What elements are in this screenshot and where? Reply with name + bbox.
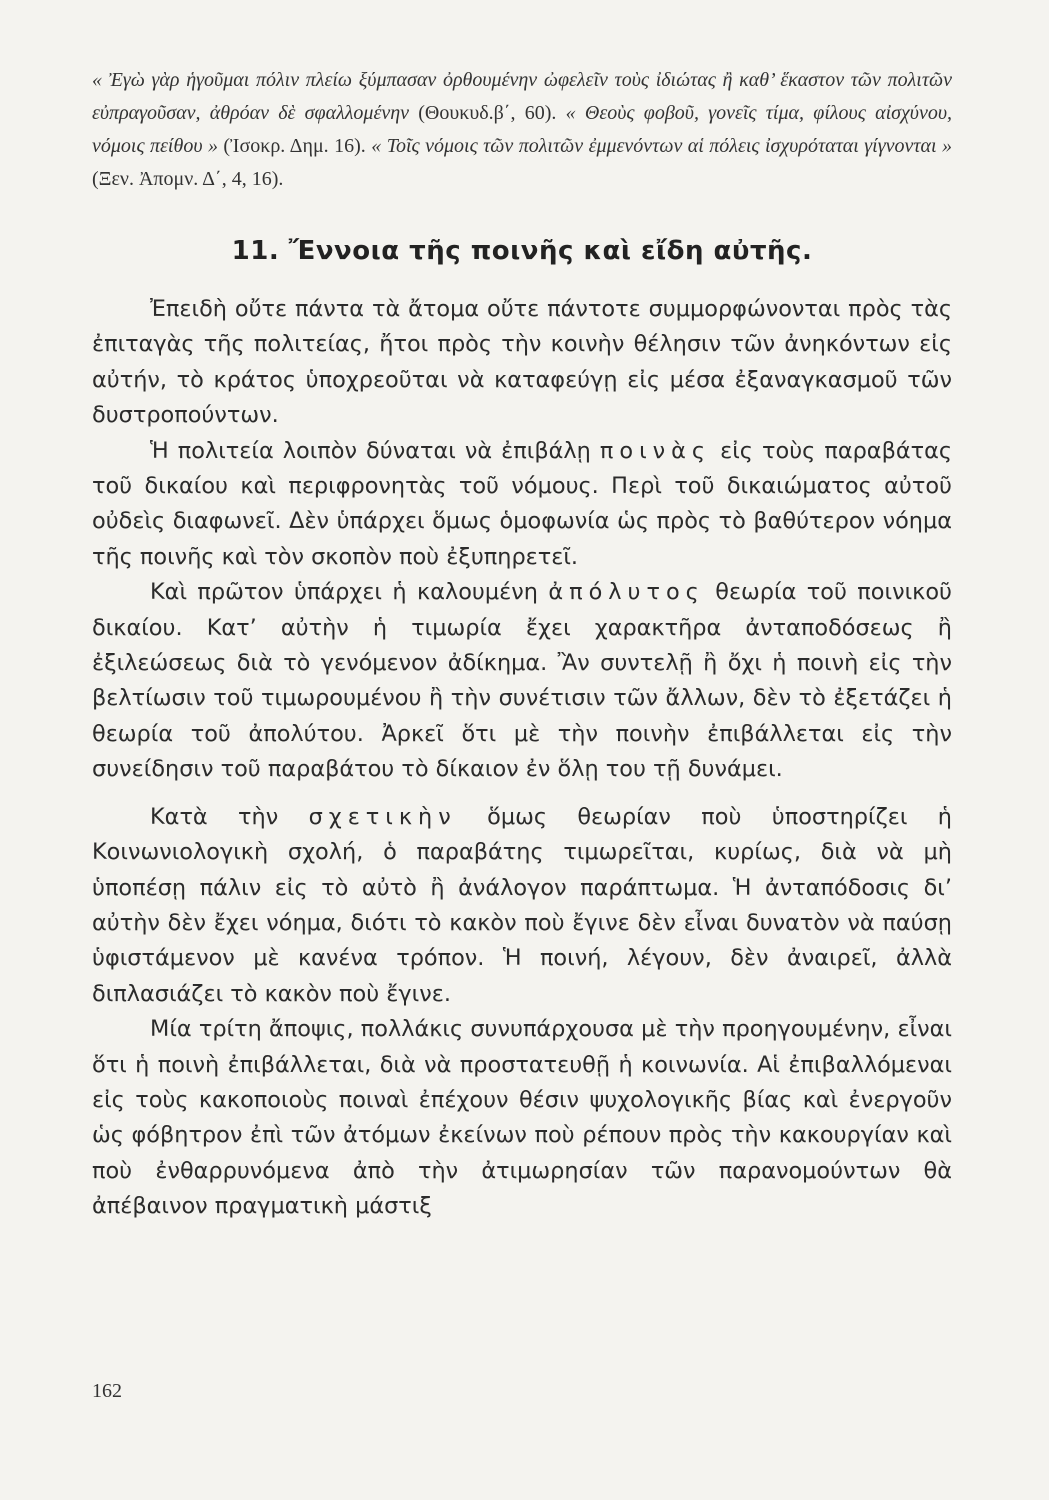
page-number: 162 <box>92 1380 122 1402</box>
quote-isocrates: « Θεοὺς φοβοῦ, γονεῖς τίμα, φίλους αἰσχύνου, νόμοις πείθου » <box>92 102 953 157</box>
paragraph-1: Ἐπειδὴ οὔτε πάντα τὰ ἄτομα οὔτε πάντοτε συμμορφώνονται πρὸς τὰς ἐπιταγὰς τῆς πολιτείας, ἤτοι πρὸς τὴν κοινὴν θέλησιν τῶν ἀνηκόντων εἰς αὐτήν, τὸ κράτος ὑποχρεοῦται νὰ καταφεύγῃ εἰς μέσα ἐξαναγκασμοῦ τῶν δυστροπούντων. <box>92 296 952 429</box>
paragraph-4-start: Κατὰ τὴν <box>150 803 309 830</box>
paragraph-2-rest: εἰς τοὺς παραβάτας τοῦ δικαίου καὶ περιφρονητὰς τοῦ νόμους. Περὶ τοῦ δικαιώματος αὐτοῦ οὐδεὶς διαφωνεῖ. Δὲν ὑπάρχει ὅμως ὁμοφωνία ὡς πρὸς τὸ βαθύτερον νόημα τῆς ποινῆς καὶ τὸν σκοπὸν ποὺ ἐξυπηρετεῖ. <box>92 437 952 570</box>
quote-xenophon-citation: (Ξεν. Ἀπομν. Δ΄, 4, 16). <box>92 168 284 190</box>
paragraph-3 <box>92 575 952 787</box>
epigraph-quotes <box>92 64 952 196</box>
quote-thucydides-citation: (Θουκυδ.β΄, 60). <box>418 102 557 124</box>
paragraph-4 <box>92 800 952 1012</box>
page-body <box>92 64 952 1225</box>
spaced-term-apolytos: ἀπόλυτος <box>548 579 705 606</box>
paragraph-2 <box>92 434 952 576</box>
quote-thucydides: « Ἐγὼ γὰρ ἡγοῦμαι πόλιν πλείω ξύμπασαν ὀρθουμένην ὠφελεῖν τοὺς ἰδιώτας ἢ καθ’ ἕκαστον τῶν πολιτῶν εὐπραγοῦσαν, ἀθρόαν δὲ σφαλλομένην <box>92 69 952 124</box>
spaced-term-poinas: ποινὰς <box>599 437 712 464</box>
paragraph-4-rest: ὅμως θεωρίαν ποὺ ὑποστηρίζει ἡ Κοινωνιολογικὴ σχολή, ὁ παραβάτης τιμωρεῖται, κυρίως, διὰ νὰ μὴ ὑποπέσῃ πάλιν εἰς τὸ αὐτὸ ἢ ἀνάλογον παράπτωμα. Ἡ ἀνταπόδοσις δι’ αὐτὴν δὲν ἔχει νόημα, διότι τὸ κακὸν ποὺ ἔγινε δὲν εἶναι δυνατὸν νὰ παύσῃ ὑφιστάμενον μὲ κανένα τρόπον. Ἡ ποινή, λέγουν, δὲν ἀναιρεῖ, ἀλλὰ διπλασιάζει τὸ κακὸν ποὺ ἔγινε. <box>92 803 952 1007</box>
paragraph-3-start: Καὶ πρῶτον ὑπάρχει ἡ καλουμένη <box>150 579 549 606</box>
section-heading: 11. Ἔννοια τῆς ποινῆς καὶ εἴδη αὐτῆς. <box>231 236 813 266</box>
spaced-term-schetikin: σχετικὴν <box>308 803 457 830</box>
paragraph-3-rest: θεωρία τοῦ ποινικοῦ δικαίου. Κατ’ αὐτὴν ἡ τιμωρία ἔχει χαρακτῆρα ἀνταποδόσεως ἢ ἐξιλεώσεως διὰ τὸ γενόμενον ἀδίκημα. Ἂν συντελῇ ἢ ὄχι ἡ ποινὴ εἰς τὴν βελτίωσιν τοῦ τιμωρουμένου ἢ τὴν συνέτισιν τῶν ἄλλων, δὲν τὸ ἐξετάζει ἡ θεωρία τοῦ ἀπολύτου. Ἀρκεῖ ὅτι μὲ τὴν ποινὴν ἐπιβάλλεται εἰς τὴν συνείδησιν τοῦ παραβάτου τὸ δίκαιον ἐν ὅλῃ του τῇ δυνάμει. <box>92 579 953 783</box>
paragraph-5: Μία τρίτη ἄποψις, πολλάκις συνυπάρχουσα μὲ τὴν προηγουμένην, εἶναι ὅτι ἡ ποινὴ ἐπιβάλλεται, διὰ νὰ προστατευθῇ ἡ κοινωνία. Αἱ ἐπιβαλλόμεναι εἰς τοὺς κακοποιοὺς ποιναὶ ἐπέχουν θέσιν ψυχολογικῆς βίας καὶ ἐνεργοῦν ὡς φόβητρον ἐπὶ τῶν ἀτόμων ἐκείνων ποὺ ρέπουν πρὸς τὴν κακουργίαν καὶ ποὺ ἐνθαρρυνόμενα ἀπὸ τὴν ἀτιμωρησίαν τῶν παρανομούντων θὰ ἀπέβαινον πραγματικὴ μάστιξ <box>92 1016 952 1220</box>
paragraph-2-start: Ἡ πολιτεία λοιπὸν δύναται νὰ ἐπιβάλῃ <box>150 437 600 464</box>
quote-xenophon: « Τοῖς νόμοις τῶν πολιτῶν ἐμμενόντων αἱ πόλεις ἰσχυρόταται γίγνονται » <box>371 135 953 157</box>
quote-isocrates-citation: (Ἰσοκρ. Δημ. 16). <box>223 135 366 157</box>
